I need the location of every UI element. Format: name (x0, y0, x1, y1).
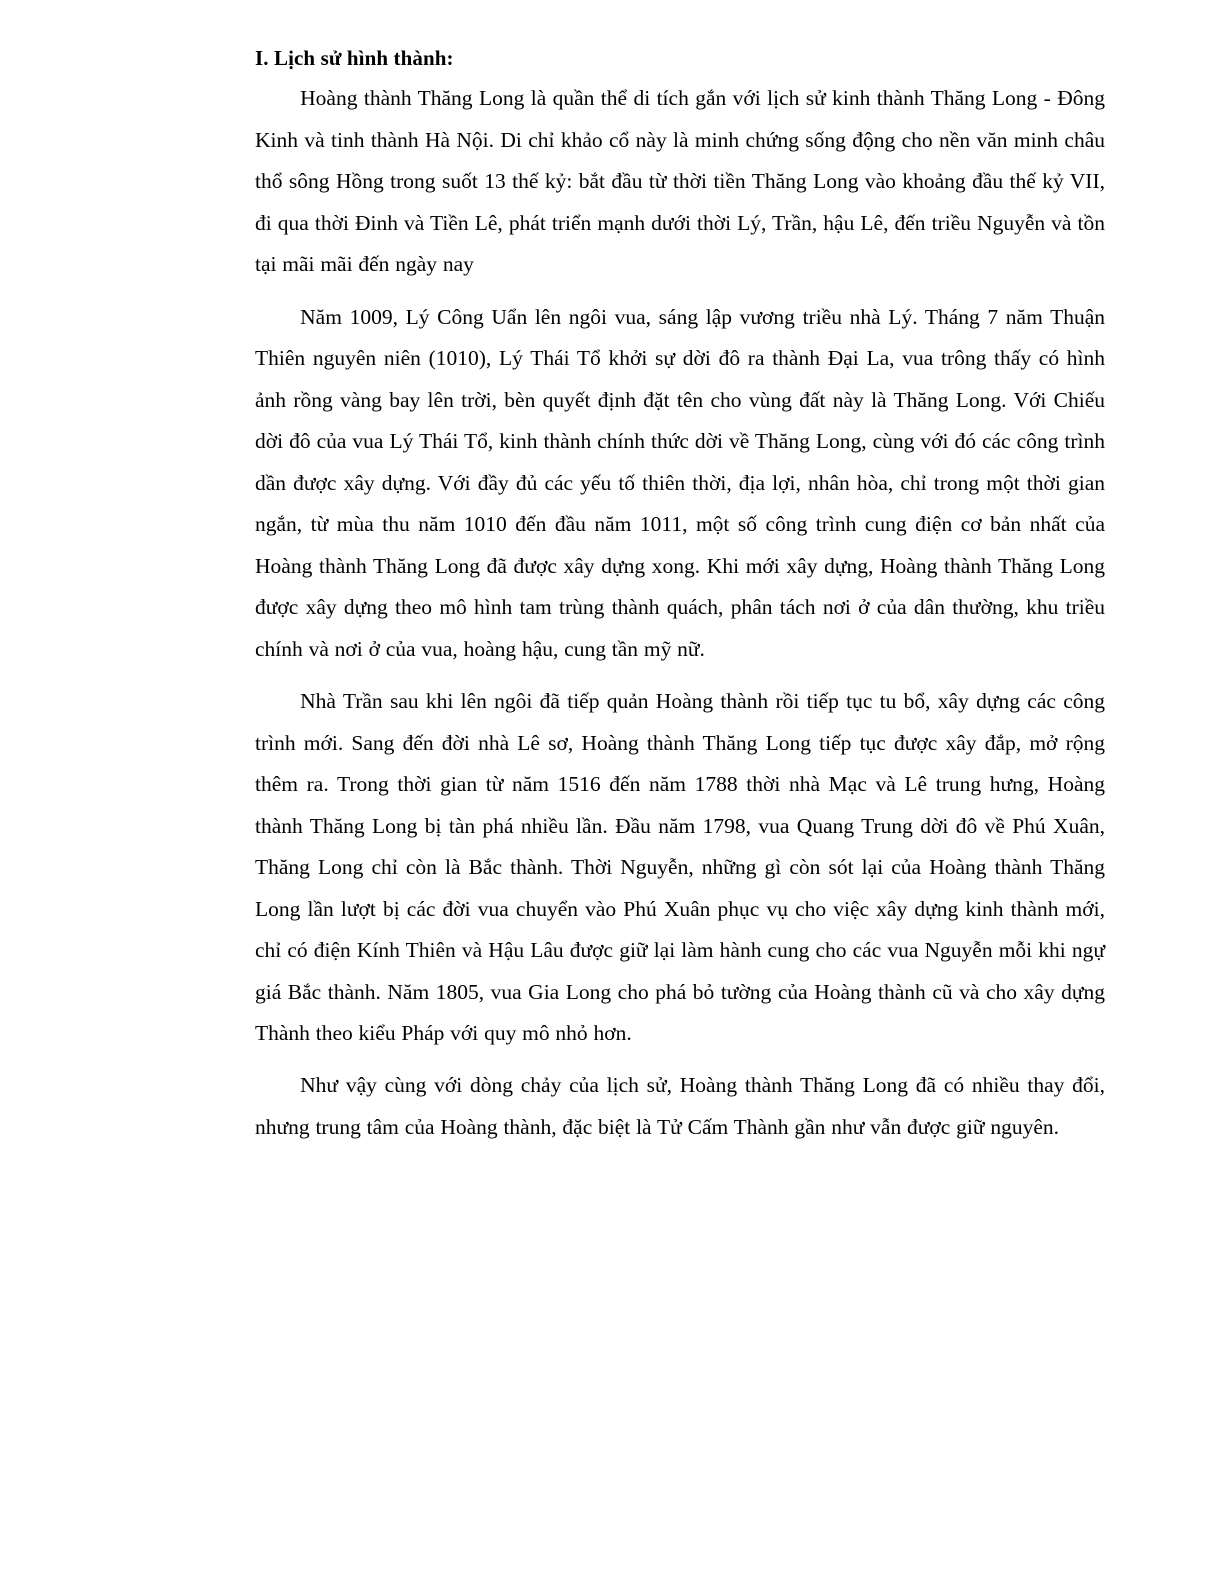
document-body (255, 78, 1105, 1148)
section-heading: I. Lịch sử hình thành: (255, 46, 454, 70)
paragraph: Nhà Trần sau khi lên ngôi đã tiếp quản Hoàng thành rồi tiếp tục tu bổ, xây dựng các công trình mới. Sang đến đời nhà Lê sơ, Hoàng thành Thăng Long tiếp tục được xây đắp, mở rộng thêm ra. Trong thời gian từ năm 1516 đến năm 1788 thời nhà Mạc và Lê trung hưng, Hoàng thành Thăng Long bị tàn phá nhiều lần. Đầu năm 1798, vua Quang Trung dời đô về Phú Xuân, Thăng Long chỉ còn là Bắc thành. Thời Nguyễn, những gì còn sót lại của Hoàng thành Thăng Long lần lượt bị các đời vua chuyển vào Phú Xuân phục vụ cho việc xây dựng kinh thành mới, chỉ có điện Kính Thiên và Hậu Lâu được giữ lại làm hành cung cho các vua Nguyễn mỗi khi ngự giá Bắc thành. Năm 1805, vua Gia Long cho phá bỏ tường của Hoàng thành cũ và cho xây dựng Thành theo kiểu Pháp với quy mô nhỏ hơn. (255, 689, 1105, 1045)
paragraph: Hoàng thành Thăng Long là quần thể di tích gắn với lịch sử kinh thành Thăng Long - Đông Kinh và tinh thành Hà Nội. Di chỉ khảo cổ này là minh chứng sống động cho nền văn minh châu thổ sông Hồng trong suốt 13 thế kỷ: bắt đầu từ thời tiền Thăng Long vào khoảng đầu thế kỷ VII, đi qua thời Đinh và Tiền Lê, phát triển mạnh dưới thời Lý, Trần, hậu Lê, đến triều Nguyễn và tồn tại mãi mãi đến ngày nay (255, 86, 1105, 277)
paragraph: Như vậy cùng với dòng chảy của lịch sử, Hoàng thành Thăng Long đã có nhiều thay đổi, nhưng trung tâm của Hoàng thành, đặc biệt là Tử Cấm Thành gần như vẫn được giữ nguyên. (255, 1073, 1105, 1139)
paragraph: Năm 1009, Lý Công Uẩn lên ngôi vua, sáng lập vương triều nhà Lý. Tháng 7 năm Thuận Thiên nguyên niên (1010), Lý Thái Tổ khởi sự dời đô ra thành Đại La, vua trông thấy có hình ảnh rồng vàng bay lên trời, bèn quyết định đặt tên cho vùng đất này là Thăng Long. Với Chiếu dời đô của vua Lý Thái Tổ, kinh thành chính thức dời về Thăng Long, cùng với đó các công trình dần được xây dựng. Với đầy đủ các yếu tố thiên thời, địa lợi, nhân hòa, chỉ trong một thời gian ngắn, từ mùa thu năm 1010 đến đầu năm 1011, một số công trình cung điện cơ bản nhất của Hoàng thành Thăng Long đã được xây dựng xong. Khi mới xây dựng, Hoàng thành Thăng Long được xây dựng theo mô hình tam trùng thành quách, phân tách nơi ở của dân thường, khu triều chính và nơi ở của vua, hoàng hậu, cung tần mỹ nữ. (255, 304, 1105, 661)
